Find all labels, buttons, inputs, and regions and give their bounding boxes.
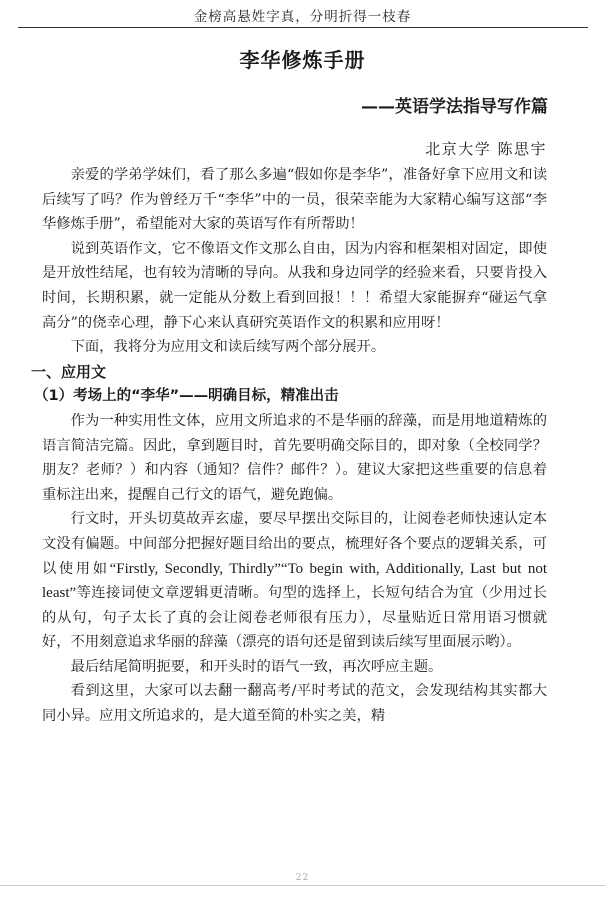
intro-paragraph-2: 说到英语作文，它不像语文作文那么自由，因为内容和框架相对固定，即使是开放性结尾，也有较为清晰的导向。从我和身边同学的经验来看，只要肯投入时间，长期积累，就一定能从分数上看到回报！！！希望大家能摒弃“碰运气拿高分”的侥幸心理，静下心来认真研究英语作文的积累和应用呀！ (42, 240, 547, 331)
page-title: 李华修炼手册 (239, 48, 366, 72)
intro-paragraph-1: 亲爱的学弟学妹们，看了那么多遍“假如你是李华”，准备好拿下应用文和读后续写了吗？作为曾经万千“李华”中的一员，很荣幸能为大家精心编写这部“李华修炼手册”，希望能对大家的英语写作有所帮助！ (42, 167, 547, 233)
body-paragraph-4: 看到这里，大家可以去翻一翻高考/平时考试的范文，会发现结构其实都大同小异。应用文所追求的，是大道至简的朴实之美，精 (42, 683, 547, 725)
body-text (31, 163, 547, 729)
body-paragraph-3: 最后结尾简明扼要，和开头时的语气一致，再次呼应主题。 (70, 658, 443, 675)
paragraph-text: 行文时，开头切莫故弄玄虚，要尽早摆出交际目的，让阅卷老师快速认定本文没有偏题。中间部分把握好题目给出的要点，梳理好各个要点的逻辑关系，可以使用如 (42, 511, 547, 577)
section-heading: 一、应用文 (31, 362, 107, 381)
body-paragraph-1: 作为一种实用性文体，应用文所追求的不是华丽的辞藻，而是用地道精炼的语言简洁完篇。因此，拿到题目时，首先要明确交际目的，即对象（全校同学？朋友？老师？）和内容（通知？信件？邮件？）。建议大家把这些重要的信息着重标注出来，提醒自己行文的语气，避免跑偏。 (42, 412, 547, 503)
author-line: 北京大学 陈思宇 (425, 140, 547, 158)
header-rule (18, 27, 588, 28)
footer-rule (0, 885, 605, 886)
page-subtitle: ——英语学法指导写作篇 (361, 97, 548, 117)
subsection-heading: （1）考场上的“李华”——明确目标，精准出击 (34, 388, 339, 405)
english-connectives: “Firstly, Secondly, Thirdly”“To begin with, Additionally, Last but not least” (42, 560, 547, 602)
intro-paragraph-3: 下面，我将分为应用文和读后续写两个部分展开。 (70, 339, 386, 356)
page-number: 22 (295, 873, 310, 883)
body-paragraph-2 (42, 507, 547, 655)
paragraph-text: 等连接词使文章逻辑更清晰。句型的选择上，长短句结合为宜（少用过长的从句，句子太长了真的会让阅卷老师很有压力），尽量贴近日常用语习惯就好，不用刻意追求华丽的辞藻（漂亮的语句还是留到读后续写里面展示哟）。 (42, 585, 547, 651)
header-motto: 金榜高悬姓字真，分明折得一枝春 (193, 9, 412, 25)
